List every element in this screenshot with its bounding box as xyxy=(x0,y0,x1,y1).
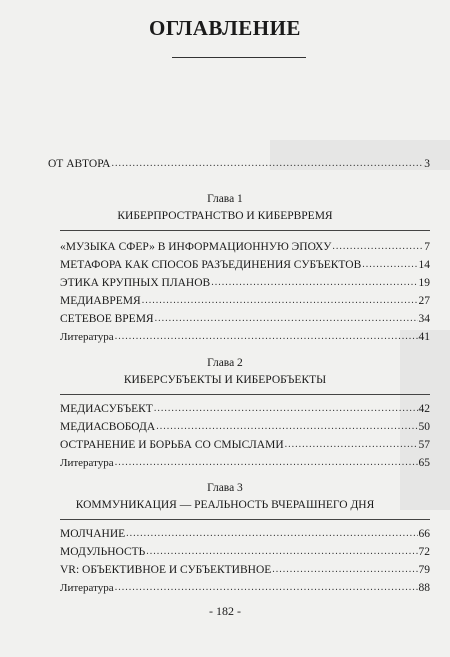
toc-entry-page: 42 xyxy=(418,403,430,415)
toc-entry-page: 34 xyxy=(418,313,430,325)
leader-dots xyxy=(126,527,417,541)
chapter-rule xyxy=(60,519,430,520)
toc-entry-title: МЕДИАВРЕМЯ xyxy=(60,295,141,307)
page-title: ОГЛАВЛЕНИЕ xyxy=(149,16,301,40)
chapter-rule xyxy=(60,394,430,395)
toc-entry[interactable] xyxy=(60,290,430,308)
toc-entry-page: 14 xyxy=(418,259,430,271)
toc-entry-title: МОЛЧАНИЕ xyxy=(60,528,126,540)
toc-entry-page: 88 xyxy=(418,582,430,594)
toc-entry-page: 41 xyxy=(418,331,430,343)
chapter-rule xyxy=(60,230,430,231)
leader-dots xyxy=(156,420,417,434)
toc-entry-page: 66 xyxy=(418,528,430,540)
toc-entry-literature[interactable] xyxy=(60,577,430,595)
toc-entry-page: 72 xyxy=(418,546,430,558)
toc-entry-page: 79 xyxy=(418,564,430,576)
toc-entry-literature[interactable] xyxy=(60,452,430,470)
toc-entry[interactable] xyxy=(60,272,430,290)
toc-entry[interactable] xyxy=(60,398,430,416)
leader-dots xyxy=(362,258,417,272)
chapter-title: КИБЕРПРОСТРАНСТВО И КИБЕРВРЕМЯ xyxy=(117,210,333,222)
toc-entry[interactable] xyxy=(60,523,430,541)
toc-entry-page: 57 xyxy=(418,439,430,451)
toc-entry-title: ОСТРАНЕНИЕ И БОРЬБА СО СМЫСЛАМИ xyxy=(60,439,284,451)
toc-entry-literature[interactable] xyxy=(60,326,430,344)
toc-entry[interactable] xyxy=(60,541,430,559)
toc-entry-title: ЭТИКА КРУПНЫХ ПЛАНОВ xyxy=(60,277,211,289)
toc-entry[interactable] xyxy=(60,559,430,577)
toc-entry-title: Литература xyxy=(60,457,114,469)
leader-dots xyxy=(272,563,417,577)
toc-entry-page: 19 xyxy=(418,277,430,289)
toc-entry-title: МЕДИАСУБЪЕКТ xyxy=(60,403,153,415)
leader-dots xyxy=(211,276,417,290)
leader-dots xyxy=(285,438,418,452)
leader-dots xyxy=(115,330,418,344)
leader-dots xyxy=(154,402,418,416)
chapter-number: Глава 3 xyxy=(207,482,243,494)
toc-entry[interactable] xyxy=(60,308,430,326)
chapter-title: КИБЕРСУБЪЕКТЫ И КИБЕРОБЪЕКТЫ xyxy=(123,374,327,386)
toc-entry-title: МЕДИАСВОБОДА xyxy=(60,421,156,433)
toc-entry-title: Литература xyxy=(60,331,114,343)
toc-entry-page: 50 xyxy=(418,421,430,433)
toc-entry[interactable] xyxy=(60,416,430,434)
toc-entry-page: 65 xyxy=(418,457,430,469)
leader-dots xyxy=(332,240,423,254)
toc-entry-title: ОТ АВТОРА xyxy=(48,158,111,170)
toc-entry-page: 3 xyxy=(424,158,430,170)
toc-entry-intro[interactable] xyxy=(48,153,430,171)
chapter-number: Глава 1 xyxy=(207,193,243,205)
toc-entry-title: СЕТЕВОЕ ВРЕМЯ xyxy=(60,313,154,325)
toc-entry-page: 27 xyxy=(418,295,430,307)
leader-dots xyxy=(146,545,417,559)
chapter-number: Глава 2 xyxy=(207,357,243,369)
toc-entry[interactable] xyxy=(60,236,430,254)
toc-entry-title: «МУЗЫКА СФЕР» В ИНФОРМАЦИОННУЮ ЭПОХУ xyxy=(60,241,332,253)
leader-dots xyxy=(142,294,418,308)
chapter-title: КОММУНИКАЦИЯ — РЕАЛЬНОСТЬ ВЧЕРАШНЕГО ДНЯ xyxy=(75,499,375,511)
toc-entry-page: 7 xyxy=(424,241,430,253)
leader-dots xyxy=(115,456,418,470)
toc-entry[interactable] xyxy=(60,254,430,272)
toc-entry-title: МОДУЛЬНОСТЬ xyxy=(60,546,146,558)
toc-entry-title: VR: ОБЪЕКТИВНОЕ И СУБЪЕКТИВНОЕ xyxy=(60,564,272,576)
toc-entry-title: МЕТАФОРА КАК СПОСОБ РАЗЪЕДИНЕНИЯ СУБЪЕКТОВ xyxy=(60,259,362,271)
title-rule xyxy=(172,57,306,58)
toc-entry-title: Литература xyxy=(60,582,114,594)
page-number: - 182 - xyxy=(209,604,241,618)
leader-dots xyxy=(155,312,418,326)
toc-entry[interactable] xyxy=(60,434,430,452)
leader-dots xyxy=(111,157,423,171)
leader-dots xyxy=(115,581,418,595)
